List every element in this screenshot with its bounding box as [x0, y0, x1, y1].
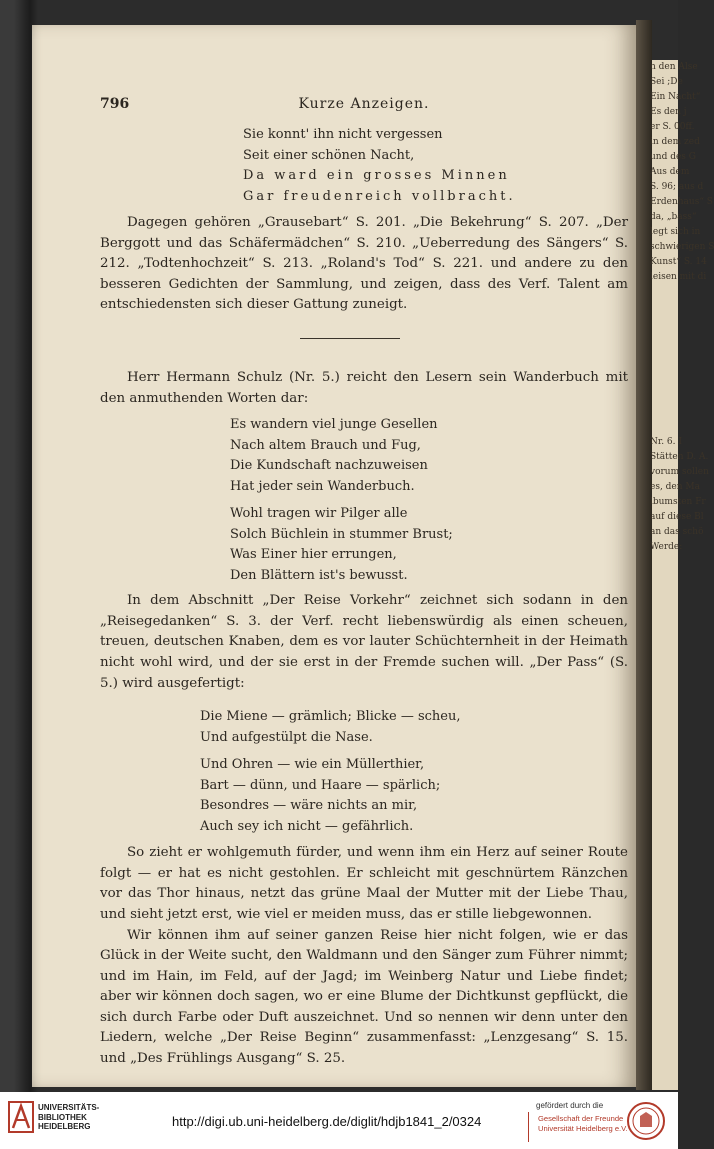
- facing-fragment: in dem zed: [650, 137, 700, 147]
- verse-line: Gar freudenreich vollbracht.: [243, 188, 516, 204]
- verse-line: Die Kundschaft nachzuweisen: [230, 458, 428, 474]
- verse-line: Solch Büchlein in stummer Brust;: [230, 526, 453, 542]
- verse-line: Besondres — wäre nichts an mir,: [200, 798, 418, 814]
- viewer-footer: [0, 1092, 678, 1149]
- facing-fragment: Kunst“ S. 14: [650, 257, 707, 267]
- permalink-url[interactable]: http://digi.ub.uni-heidelberg.de/diglit/hdjb1841_2/0324: [172, 1114, 482, 1129]
- page-number: 796: [100, 96, 130, 112]
- section-divider: [300, 338, 400, 339]
- facing-fragment: er S. 00ff.: [650, 122, 695, 132]
- verse-line: Bart — dünn, und Haare — spärlich;: [200, 777, 441, 793]
- paragraph: So zieht er wohlgemuth fürder, und wenn ihm ein Herz auf seiner Route folgt — er hat es nicht gestohlen. Er schleicht mit geschnürtem Ränzchen vor das Thor hinaus, netzt das grüne Maal der Mutter mit der Liebe Thau, und sieht jetzt erst, wie viel er meiden muss, das er stille liebgewonnen.: [100, 845, 628, 922]
- facing-fragment: es, den Ma: [650, 482, 700, 492]
- paragraph: Dagegen gehören „Grausebart“ S. 201. „Die Bekehrung“ S. 207. „Der Berggott und das Schäfermädchen“ S. 210. „Ueberredung des Sängers“ S. 212. „Todtenhochzeit“ S. 213. „Roland's Tod“ S. 221. und andere zu den besseren Gedichten der Sammlung, und zeigen, dass des Verf. Talent am entschiedensten sich dieser Gattung zuneigt.: [100, 215, 628, 313]
- university-library-logo-icon: [8, 1100, 34, 1134]
- funded-by-label: gefördert durch die: [536, 1101, 604, 1110]
- paragraph: Herr Hermann Schulz (Nr. 5.) reicht den Lesern sein Wanderbuch mit den anmuthenden Worten dar:: [100, 369, 628, 406]
- facing-fragment: und des G: [650, 152, 696, 162]
- society-name: Gesellschaft der Freunde Universität Heidelberg e.V.: [538, 1114, 628, 1133]
- verse-line: Die Miene — grämlich; Blicke — scheu,: [200, 709, 461, 725]
- verse-line: Wohl tragen wir Pilger alle: [230, 506, 408, 522]
- verse-block-1: [243, 125, 628, 207]
- facing-fragment: lbumsten Fr: [650, 497, 706, 507]
- running-title: Kurze Anzeigen.: [298, 96, 430, 112]
- facing-fragment: legt sich in: [650, 227, 701, 237]
- verse-line: Sie konnt' ihn nicht vergessen: [243, 127, 443, 142]
- verse-line: Nach altem Brauch und Fug,: [230, 437, 421, 453]
- footer-divider: [528, 1112, 529, 1142]
- verse-line: Da ward ein grosses Minnen: [243, 168, 510, 183]
- facing-fragment: Nr. 6. I: [650, 437, 682, 447]
- facing-fragment: Sei ;De: [650, 77, 683, 87]
- facing-fragment: leisen mit di: [650, 272, 707, 282]
- running-header: [100, 96, 628, 116]
- facing-fragment: da, „bass“: [650, 212, 697, 222]
- verse-block-3: [200, 707, 628, 837]
- verse-line: Was Einer hier errungen,: [230, 547, 397, 563]
- facing-fragment: n den Alse: [650, 62, 698, 72]
- verse-line: Es wandern viel junge Gesellen: [230, 417, 438, 433]
- facing-fragment: vorum sollen: [650, 467, 709, 477]
- facing-page: [650, 60, 714, 1090]
- verse-line: Den Blättern ist's bewusst.: [230, 567, 408, 583]
- verse-line: Auch sey ich nicht — gefährlich.: [200, 818, 414, 834]
- verse-line: Seit einer schönen Nacht,: [243, 147, 415, 163]
- facing-fragment: Es den j: [650, 107, 687, 117]
- facing-fragment: auf diese Bl: [650, 512, 704, 522]
- facing-fragment: schwierigen S: [650, 242, 714, 252]
- facing-fragment: S. 96; aus d: [650, 182, 704, 192]
- paragraph: In dem Abschnitt „Der Reise Vorkehr“ zeichnet sich sodann in den „Reisegedanken“ S. 3. der Verf. recht liebenswürdig als einen scheuen, treuen, deutschen Knaben, dem es vor lauter Schüchternheit in der Heimath nicht wohl wird, und der sie erst in der Fremde suchen will. „Der Pass“ (S. 5.) wird ausgefertigt:: [100, 593, 628, 691]
- facing-fragment: Stätten D. A.: [650, 452, 709, 462]
- library-name: UNIVERSITÄTS- BIBLIOTHEK HEIDELBERG: [38, 1103, 100, 1131]
- facing-fragment: Ein Nacht“: [650, 92, 701, 102]
- facing-fragment: an das schö: [650, 527, 704, 537]
- facing-fragment: Werde:: [650, 542, 683, 552]
- facing-fragment: Erdenhaus“ S: [650, 197, 713, 207]
- verse-line: Und Ohren — wie ein Müllerthier,: [200, 757, 425, 773]
- page-content: [100, 96, 628, 1070]
- verse-line: Und aufgestülpt die Nase.: [200, 729, 373, 745]
- verse-line: Hat jeder sein Wanderbuch.: [230, 478, 415, 494]
- facing-fragment: Aus dem: [650, 167, 690, 177]
- paragraph: Wir können ihm auf seiner ganzen Reise hier nicht folgen, wie er das Glück in der Weite sucht, den Waldmann und den Sänger zum Führer nimmt; und im Hain, im Feld, auf der Jagd; im Weinberg Natur und Liebe findet; aber wir können doch sagen, wo er eine Blume der Dichtkunst gepflückt, die sich durch Farbe oder Duft auszeichnet. Und so nennen wir denn unter den Liedern, welche „Der Reise Beginn“ zusammenfasst: „Lenzgesang“ S. 15. und „Des Frühlings Ausgang“ S. 25.: [100, 927, 628, 1067]
- society-seal-icon: [626, 1101, 666, 1141]
- verse-block-2: [230, 415, 628, 586]
